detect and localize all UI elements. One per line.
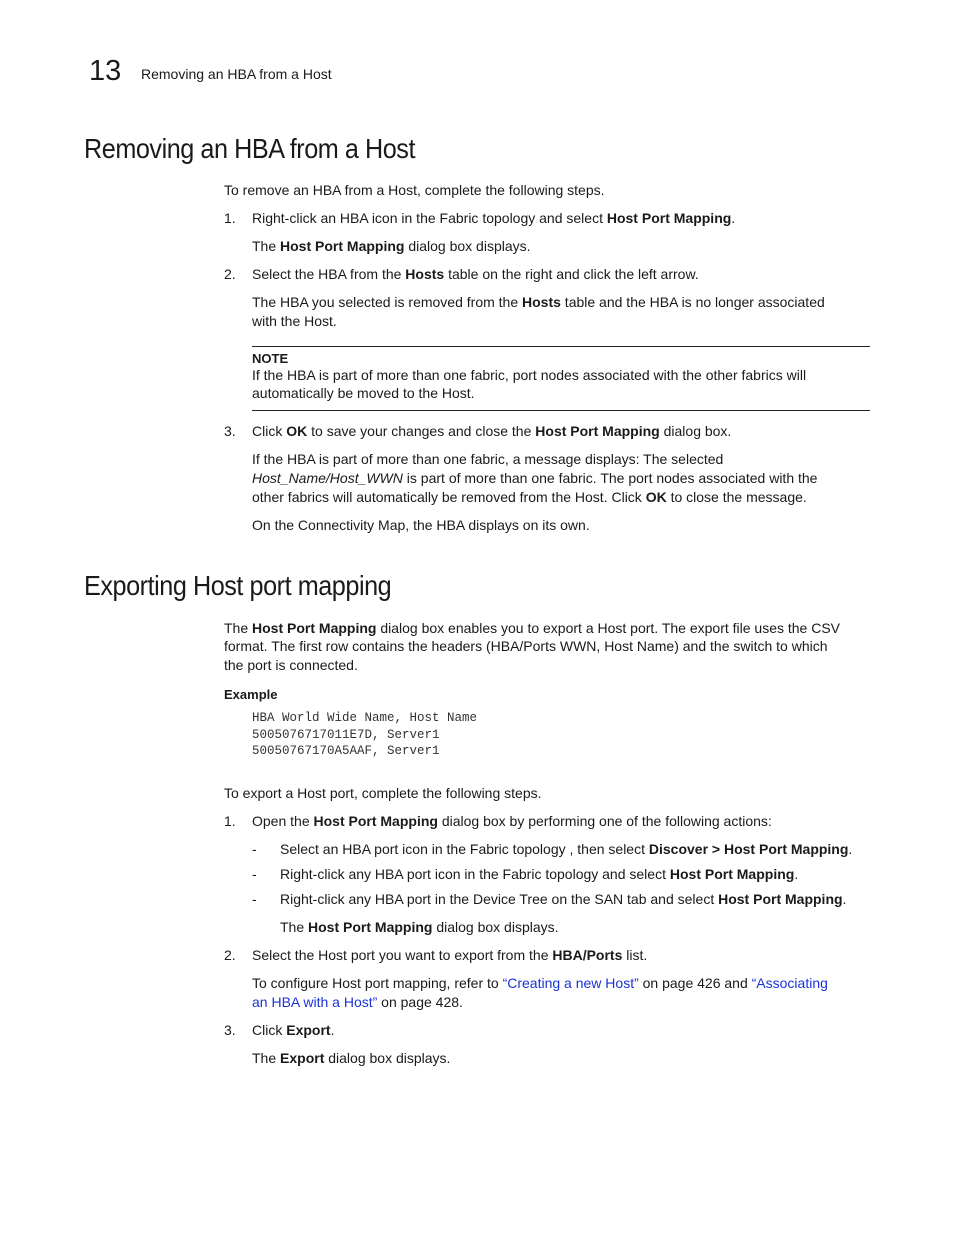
section-title-removing-hba: Removing an HBA from a Host (84, 133, 416, 164)
bullet-dash: - (252, 866, 257, 882)
section-title-exporting: Exporting Host port mapping (84, 570, 392, 601)
link-associating-hba-cont[interactable]: an HBA with a Host” (252, 994, 378, 1010)
step-number: 3. (224, 1022, 236, 1038)
code-line: HBA World Wide Name, Host Name (252, 711, 478, 725)
step1-text: Right-click an HBA icon in the Fabric topology and select Host Port Mapping. (252, 210, 736, 226)
step-number: 2. (224, 947, 236, 963)
step2-text: Select the HBA from the Hosts table on the right and click the left arrow. (252, 266, 699, 282)
link-creating-new-host[interactable]: “Creating a new Host” (502, 975, 639, 991)
step-number: 3. (224, 423, 236, 439)
section2-steps-intro: To export a Host port, complete the following steps. (224, 785, 542, 801)
step-number: 1. (224, 210, 236, 226)
export-step3-text: Click Export. (252, 1022, 335, 1038)
step-number: 2. (224, 266, 236, 282)
step3-detail-2: Host_Name/Host_WWN is part of more than one fabric. The port nodes associated with the (252, 470, 818, 486)
note-text: If the HBA is part of more than one fabric, port nodes associated with the other fabrics will (252, 367, 807, 383)
bullet-dash: - (252, 891, 257, 907)
code-line: 5005076717011E7D, Server1 (252, 728, 440, 742)
step-number: 1. (224, 813, 236, 829)
bullet-dash: - (252, 841, 257, 857)
step1-result: The Host Port Mapping dialog box displays. (252, 238, 531, 254)
running-header: Removing an HBA from a Host (141, 66, 332, 82)
step3-map-note: On the Connectivity Map, the HBA displays on its own. (252, 517, 590, 533)
section1-intro: To remove an HBA from a Host, complete the following steps. (224, 182, 605, 198)
export-step2-ref-cont: an HBA with a Host” on page 428. (252, 994, 463, 1010)
chapter-number: 13 (89, 55, 122, 87)
step2-result-cont: with the Host. (252, 313, 337, 329)
code-line: 50050767170A5AAF, Server1 (252, 744, 440, 758)
section2-intro: The Host Port Mapping dialog box enables you to export a Host port. The export file uses the CSV (224, 620, 841, 636)
export-step1-result: The Host Port Mapping dialog box displays. (280, 919, 559, 935)
bullet-item: Right-click any HBA port icon in the Fabric topology and select Host Port Mapping. (280, 866, 799, 882)
note-label: NOTE (252, 351, 289, 366)
step3-detail: If the HBA is part of more than one fabric, a message displays: The selected (252, 451, 724, 467)
note-bottom-rule (252, 410, 870, 411)
bullet-item: Select an HBA port icon in the Fabric topology , then select Discover > Host Port Mapping. (280, 841, 853, 857)
export-step3-result: The Export dialog box displays. (252, 1050, 451, 1066)
section2-intro-2: format. The first row contains the headers (HBA/Ports WWN, Host Name) and the switch to which (224, 638, 828, 654)
note-top-rule (252, 346, 870, 347)
bullet-item: Right-click any HBA port in the Device Tree on the SAN tab and select Host Port Mapping. (280, 891, 847, 907)
step3-detail-3: other fabrics will automatically be removed from the Host. Click OK to close the message. (252, 489, 807, 505)
export-step1-text: Open the Host Port Mapping dialog box by performing one of the following actions: (252, 813, 772, 829)
step3-text: Click OK to save your changes and close the Host Port Mapping dialog box. (252, 423, 732, 439)
note-text-cont: automatically be moved to the Host. (252, 385, 475, 401)
export-step2-ref: To configure Host port mapping, refer to “Creating a new Host” on page 426 and “Associating (252, 975, 828, 991)
step2-result: The HBA you selected is removed from the Hosts table and the HBA is no longer associated (252, 294, 825, 310)
section2-intro-3: the port is connected. (224, 657, 358, 673)
link-associating-hba[interactable]: “Associating (751, 975, 828, 991)
example-label: Example (224, 687, 278, 702)
export-step2-text: Select the Host port you want to export from the HBA/Ports list. (252, 947, 648, 963)
